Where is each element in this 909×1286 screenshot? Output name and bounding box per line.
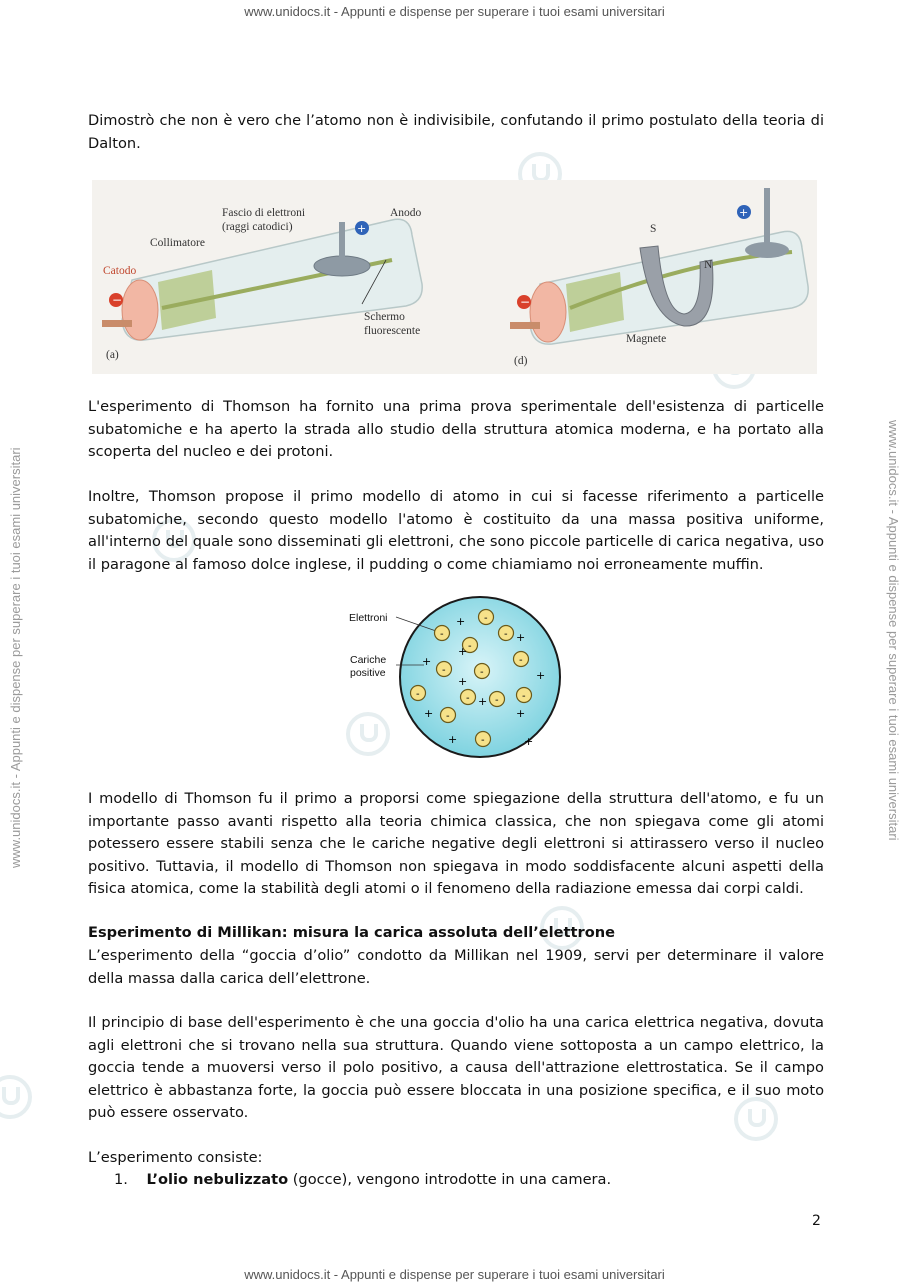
page-number: 2: [812, 1213, 821, 1229]
positive-charge-mark: +: [456, 615, 466, 628]
label-collimatore: Collimatore: [150, 237, 205, 249]
label-anodo: Anodo: [390, 207, 422, 219]
plus-sign: +: [357, 222, 367, 235]
positive-charge-mark: +: [458, 675, 468, 688]
list-number: 1.: [114, 1171, 128, 1188]
positive-charge-mark: +: [524, 735, 534, 748]
label-n: N: [704, 259, 713, 271]
paragraph-thomson-evaluation: I modello di Thomson fu il primo a proporsi come spiegazione della struttura dell'atomo, e fu un importante passo avanti rispetto alla teoria chimica classica, che non spiegava come gli atomi potessero essere stabili senza che le cariche negative degli elettroni si attirassero verso il nucleo positivo. Tuttavia, il modello di Thomson non spiegava in modo soddisfacente alcuni aspetti della fisica atomica, come la stabilità degli atomi o il fenomeno della radiazione emessa dai corpi caldi.: [88, 790, 824, 897]
positive-charge-mark: +: [458, 645, 468, 658]
heading-text: Esperimento di Millikan: misura la carica assoluta dell’elettrone: [88, 924, 616, 941]
label-elettroni: Elettroni: [349, 612, 388, 624]
header-text: www.unidocs.it - Appunti e dispense per superare i tuoi esami universitari: [244, 4, 665, 19]
minus-sign: −: [520, 295, 531, 309]
positive-charge-mark: +: [516, 631, 526, 644]
electron-sign: -: [480, 667, 484, 678]
positive-charge-mark: +: [536, 669, 546, 682]
left-side-watermark: www.unidocs.it - Appunti e dispense per superare i tuoi esami universitari: [8, 447, 23, 868]
paragraph-millikan-intro: L’esperimento della “goccia d’olio” condotto da Millikan nel 1909, servi per determinare il valore della massa dalla carica dell’elettrone.: [88, 947, 824, 987]
electron-sign: -: [495, 695, 499, 706]
plum-pudding-atom-figure: [340, 595, 564, 761]
plus-sign: +: [739, 206, 749, 219]
label-schermo-2: fluorescente: [364, 325, 421, 337]
paragraph-thomson-experiment: L'esperimento di Thomson ha fornito una prima prova sperimentale dell'esistenza di particelle subatomiche e ha aperto la strada allo studio della struttura atomica moderna, e ha portato alla scoperta del nucleo e dei protoni.: [88, 398, 824, 460]
positive-charge-mark: +: [422, 655, 432, 668]
paragraph-thomson-model: Inoltre, Thomson propose il primo modello di atomo in cui si facesse riferimento a particelle subatomiche, secondo questo modello l'atomo è costituito da una massa positiva uniforme, all'interno del quale sono disseminati gli elettroni, che sono piccole particelle di carica negativa, uso il paragone al famoso dolce inglese, il pudding o come chiamiamo noi erroneamente muffin.: [88, 488, 824, 573]
cathode-ray-tube-figure: [92, 180, 817, 374]
positive-charge-mark: +: [516, 707, 526, 720]
watermark-logo-icon: [0, 1075, 32, 1119]
positive-charge-mark: +: [478, 695, 488, 708]
label-d: (d): [514, 355, 528, 367]
electron-sign: -: [484, 613, 488, 624]
electron-sign: -: [416, 689, 420, 700]
electron-sign: -: [468, 641, 472, 652]
electron-sign: -: [466, 693, 470, 704]
footer-watermark: [0, 1267, 909, 1282]
positive-charge-mark: +: [424, 707, 434, 720]
footer-text: www.unidocs.it - Appunti e dispense per superare i tuoi esami universitari: [244, 1267, 665, 1282]
electron-sign: -: [519, 655, 523, 666]
paragraph-millikan-principle: Il principio di base dell'esperimento è che una goccia d'olio ha una carica elettrica negativa, dovuta agli elettroni che si trovano nella sua struttura. Quando viene sottoposta a un campo elettrico, la goccia tende a muoversi verso il polo positivo, a causa dell'attrazione elettrostatica. Se il campo elettrico è abbastanza forte, la goccia può essere bloccata in una posizione specifica, e il suo moto può essere osservato.: [88, 1014, 824, 1121]
label-fascio-1: Fascio di elettroni: [222, 207, 306, 219]
label-fascio-2: (raggi catodici): [222, 221, 293, 233]
electron-sign: -: [446, 711, 450, 722]
label-a: (a): [106, 349, 119, 361]
electron-sign: -: [440, 629, 444, 640]
minus-sign: −: [112, 293, 123, 307]
label-s: S: [650, 223, 657, 235]
paragraph-intro: Dimostrò che non è vero che l’atomo non è indivisibile, confutando il primo postulato della teoria di Dalton.: [88, 112, 824, 152]
label-cariche: Cariche: [350, 654, 387, 666]
section-heading-millikan: [88, 922, 824, 945]
list-text: (gocce), vengono introdotte in una camera.: [288, 1171, 612, 1188]
label-positive: positive: [350, 667, 386, 679]
paragraph-experiment-steps: L’esperimento consiste:: [88, 1149, 263, 1166]
list-bold-term: L’olio nebulizzato: [146, 1171, 289, 1188]
list-item: [114, 1169, 814, 1192]
label-schermo-1: Schermo: [364, 311, 405, 323]
label-catodo: Catodo: [103, 265, 137, 277]
header-watermark: [0, 4, 909, 19]
right-side-watermark: www.unidocs.it - Appunti e dispense per superare i tuoi esami universitari: [886, 420, 901, 841]
electron-sign: -: [522, 691, 526, 702]
electron-sign: -: [442, 665, 446, 676]
electron-sign: -: [504, 629, 508, 640]
label-magnete: Magnete: [626, 333, 667, 345]
electron-sign: -: [481, 735, 485, 746]
positive-charge-mark: +: [448, 733, 458, 746]
